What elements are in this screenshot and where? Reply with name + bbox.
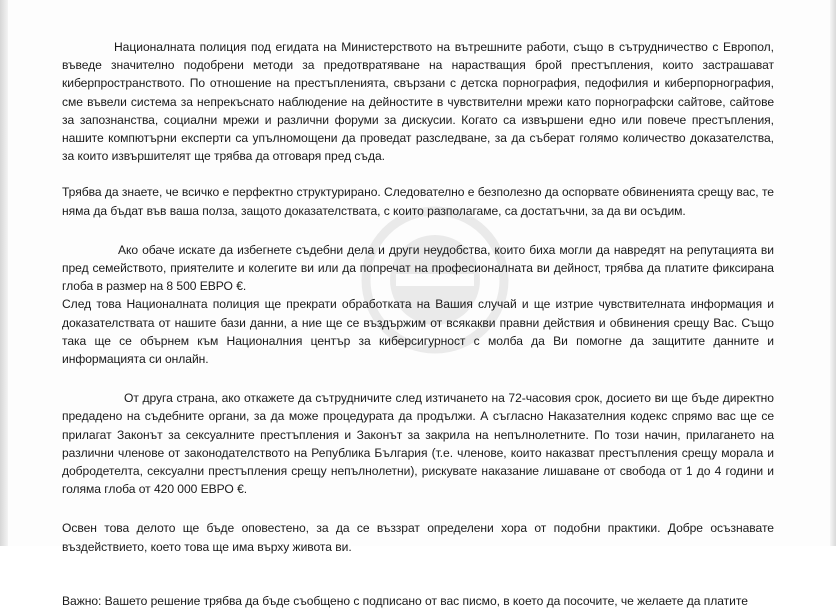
paragraph-4: След това Националната полиция ще прекрати обработката на Вашия случай и ще изтрие чувствителната информация и доказателствата от нашите бази данни, а ние ще се въздържим от всякакви правни действия и обвинения срещу Вас. Също така ще се обърнем към Националния център за киберсигурност с молба да Ви помогне да защитите данните и информацията си онлайн. <box>62 297 774 367</box>
paragraph-1: Националната полиция под егидата на Министерството на вътрешните работи, също в сътрудничество с Европол, въведе значително подобрени методи за предотвратяване на нарастващия брой престъпления, които застрашават киберпространството. По отношение на престъпленията, свързани с детска порнография, педофилия и киберпорнография, сме въвели система за непрекъснато наблюдение на дейностите в чувствителни мрежи като порнографски сайтове, сайтове за запознанства, социални мрежи и различни форуми за дискусии. Когато са извършени едно или повече престъпления, нашите компютърни експерти са упълномощени да проведат разследване, за да съберат голямо количество доказателства, за които извършителят ще трябва да отговаря пред съда. <box>62 40 774 164</box>
paragraph-2: Трябва да знаете, че всичко е перфектно структурирано. Следователно е безполезно да оспорвате обвиненията срещу вас, те няма да бъдат във ваша полза, защото доказателствата, с които разполагаме, са достатъчни, за да ви осъдим. <box>62 185 774 218</box>
page-right-shadow <box>830 0 836 546</box>
paragraph-5: От друга страна, ако откажете да сътрудничите след изтичането на 72-часовия срок, досието ви ще бъде директно предадено на съдебните органи, за да може процедурата да продължи. А съгласно Наказателния кодекс спрямо вас ще се прилагат Законът за сексуалните престъпления и Законът за закрила на непълнолетните. По този начин, прилагането на различни членове от законодателството на Република България (т.е. членове, които наказват престъпления срещу морала и добродетелта, сексуални престъпления срещу непълнолетни), рискувате наказание лишаване от свобода от 1 до 4 години и голяма глоба от 420 000 ЕВРО €. <box>62 391 774 497</box>
page-left-shadow <box>0 0 8 546</box>
paragraph-6: Освен това делото ще бъде оповестено, за да се въззрат определени хора от подобни практики. Добре осъзнавате въздействието, което това ще има върху живота ви. <box>62 521 774 554</box>
paragraph-3: Ако обаче искате да избегнете съдебни дела и други неудобства, които биха могли да навредят на репутацията ви пред семейството, приятелите и колегите ви или да попречат на професионалната ви дейност, трябва да платите фиксирана глоба в размер на 8 500 ЕВРО €. <box>62 242 774 294</box>
paragraph-important-note: Важно: Вашето решение трябва да бъде съобщено с подписано от вас писмо, в което да посочите, че желаете да платите <box>62 593 748 608</box>
letter-body <box>62 38 774 610</box>
